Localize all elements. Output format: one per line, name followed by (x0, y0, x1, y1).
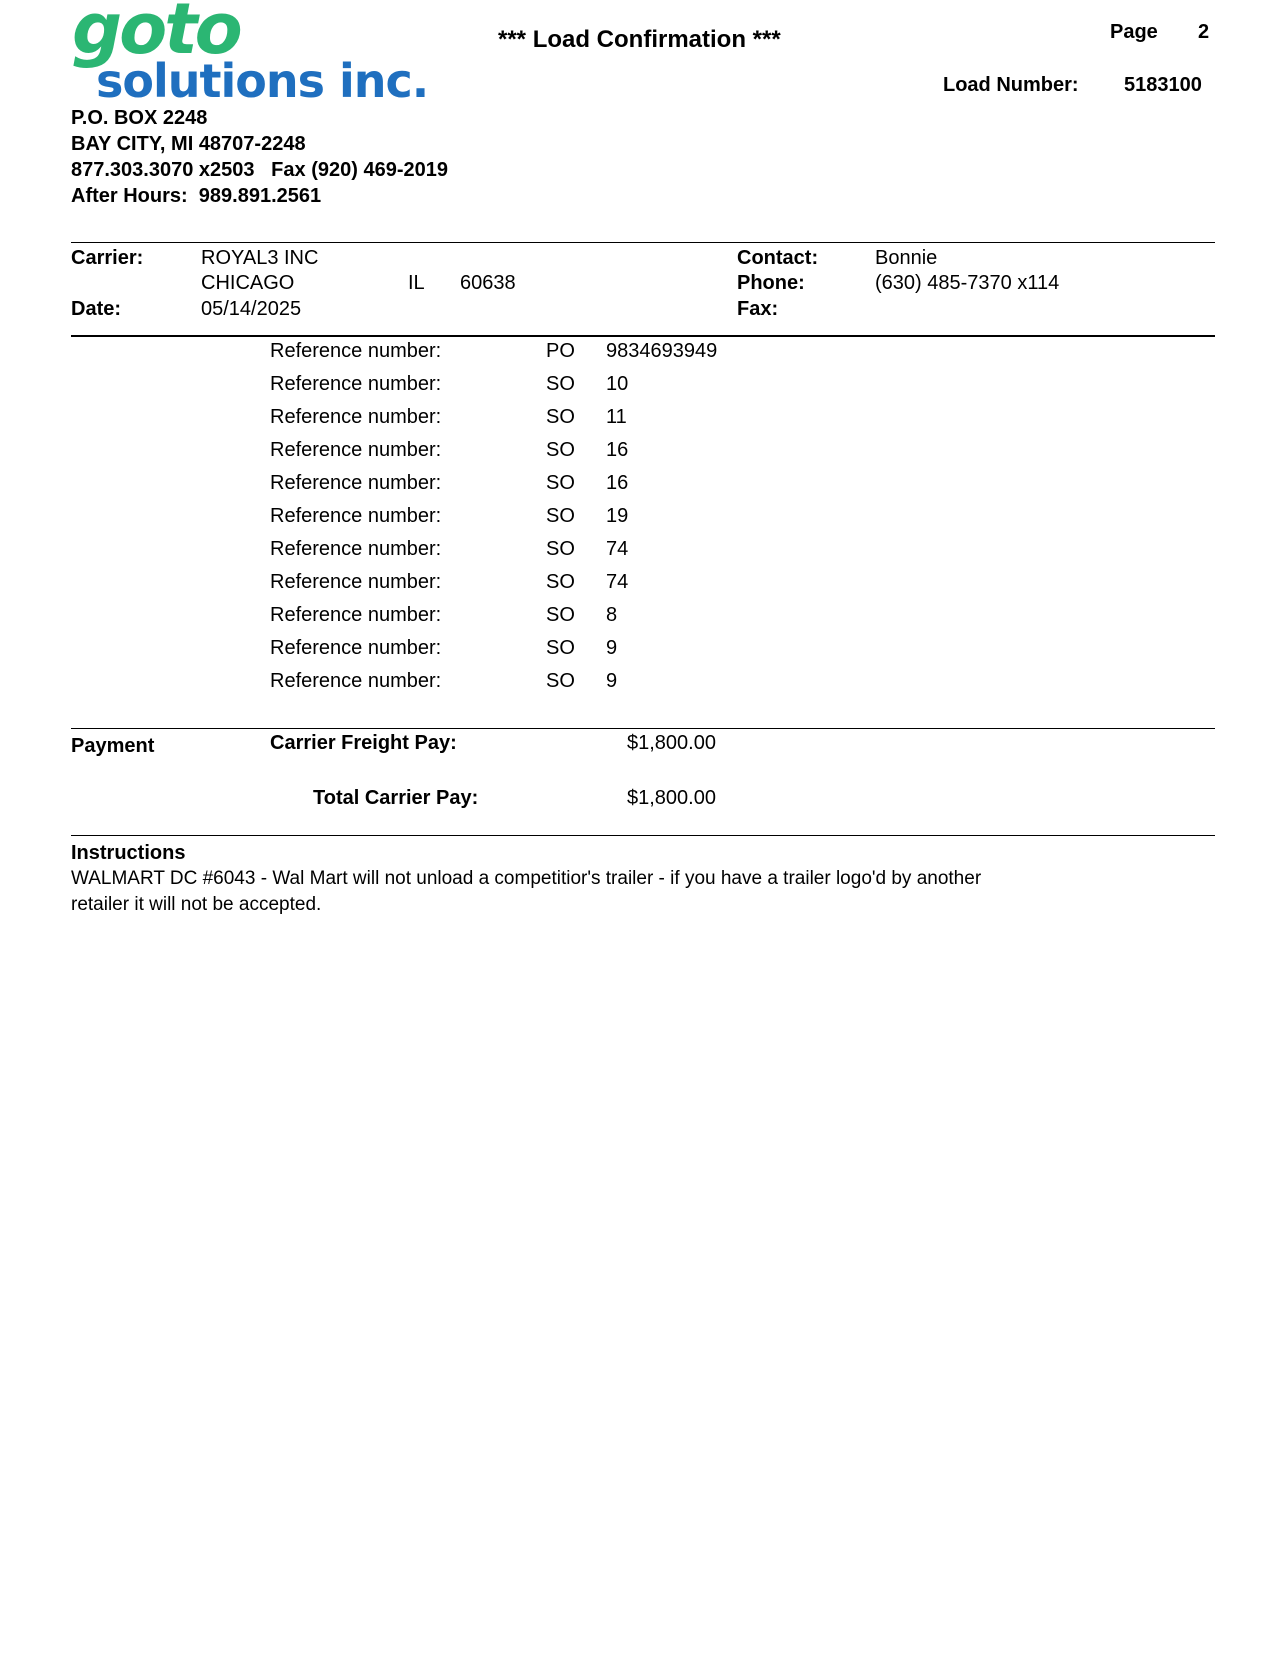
reference-value: 9 (606, 637, 618, 659)
reference-label: Reference number: (270, 670, 442, 692)
load-number: 5183100 (1124, 74, 1202, 96)
payment-section-label: Payment (71, 735, 155, 757)
reference-row (0, 472, 1283, 505)
reference-type: PO (546, 340, 575, 362)
reference-row (0, 670, 1283, 703)
company-after-hours: After Hours: 989.891.2561 (71, 185, 322, 207)
reference-type: SO (546, 439, 575, 461)
reference-value: 16 (606, 472, 629, 494)
reference-row (0, 340, 1283, 373)
reference-label: Reference number: (270, 472, 442, 494)
carrier-freight-pay-value: $1,800.00 (627, 732, 716, 754)
reference-label: Reference number: (270, 373, 442, 395)
date-value: 05/14/2025 (201, 298, 302, 320)
divider (71, 242, 1215, 243)
reference-row (0, 439, 1283, 472)
logo-solutions: solutions inc. (96, 54, 429, 108)
page-label: Page (1110, 21, 1158, 43)
reference-label: Reference number: (270, 637, 442, 659)
reference-value: 74 (606, 571, 629, 593)
reference-label: Reference number: (270, 340, 442, 362)
carrier-city: CHICAGO (201, 272, 295, 294)
instructions-line-1: WALMART DC #6043 - Wal Mart will not unload a competitior's trailer - if you have a trailer logo'd by another (71, 868, 982, 889)
company-phone-fax: 877.303.3070 x2503 Fax (920) 469-2019 (71, 159, 448, 181)
reference-label: Reference number: (270, 505, 442, 527)
carrier-freight-pay-label: Carrier Freight Pay: (270, 732, 457, 754)
company-city: BAY CITY, MI 48707-2248 (71, 133, 306, 155)
phone-value: (630) 485-7370 x114 (875, 272, 1060, 294)
reference-label: Reference number: (270, 439, 442, 461)
reference-value: 10 (606, 373, 629, 395)
reference-label: Reference number: (270, 571, 442, 593)
company-po-box: P.O. BOX 2248 (71, 107, 208, 129)
carrier-name: ROYAL3 INC (201, 247, 319, 269)
reference-type: SO (546, 406, 575, 428)
fax-label: Fax: (737, 298, 779, 320)
load-number-label: Load Number: (943, 74, 1079, 96)
divider (71, 335, 1215, 337)
reference-label: Reference number: (270, 406, 442, 428)
carrier-zip: 60638 (460, 272, 516, 294)
contact-label: Contact: (737, 247, 819, 269)
reference-value: 16 (606, 439, 629, 461)
reference-value: 9834693949 (606, 340, 718, 362)
reference-type: SO (546, 373, 575, 395)
divider (71, 728, 1215, 729)
reference-row (0, 604, 1283, 637)
total-carrier-pay-value: $1,800.00 (627, 787, 716, 809)
contact-value: Bonnie (875, 247, 938, 269)
reference-value: 19 (606, 505, 629, 527)
logo-goto: goto (72, 0, 240, 70)
reference-value: 74 (606, 538, 629, 560)
reference-row (0, 373, 1283, 406)
reference-row (0, 637, 1283, 670)
reference-row (0, 406, 1283, 439)
reference-row (0, 505, 1283, 538)
instructions-line-2: retailer it will not be accepted. (71, 894, 322, 915)
reference-value: 9 (606, 670, 618, 692)
instructions-heading: Instructions (71, 842, 186, 864)
reference-row (0, 538, 1283, 571)
divider (71, 835, 1215, 836)
reference-label: Reference number: (270, 538, 442, 560)
reference-value: 11 (606, 406, 627, 428)
carrier-label: Carrier: (71, 247, 144, 269)
reference-type: SO (546, 505, 575, 527)
reference-type: SO (546, 472, 575, 494)
reference-list (0, 340, 1283, 703)
reference-type: SO (546, 571, 575, 593)
carrier-state: IL (408, 272, 425, 294)
reference-label: Reference number: (270, 604, 442, 626)
document-title: *** Load Confirmation *** (498, 26, 781, 53)
date-label: Date: (71, 298, 122, 320)
total-carrier-pay-label: Total Carrier Pay: (313, 787, 479, 809)
reference-type: SO (546, 670, 575, 692)
reference-type: SO (546, 538, 575, 560)
reference-row (0, 571, 1283, 604)
reference-type: SO (546, 637, 575, 659)
page-number: 2 (1198, 21, 1210, 43)
phone-label: Phone: (737, 272, 805, 294)
reference-type: SO (546, 604, 575, 626)
reference-value: 8 (606, 604, 618, 626)
